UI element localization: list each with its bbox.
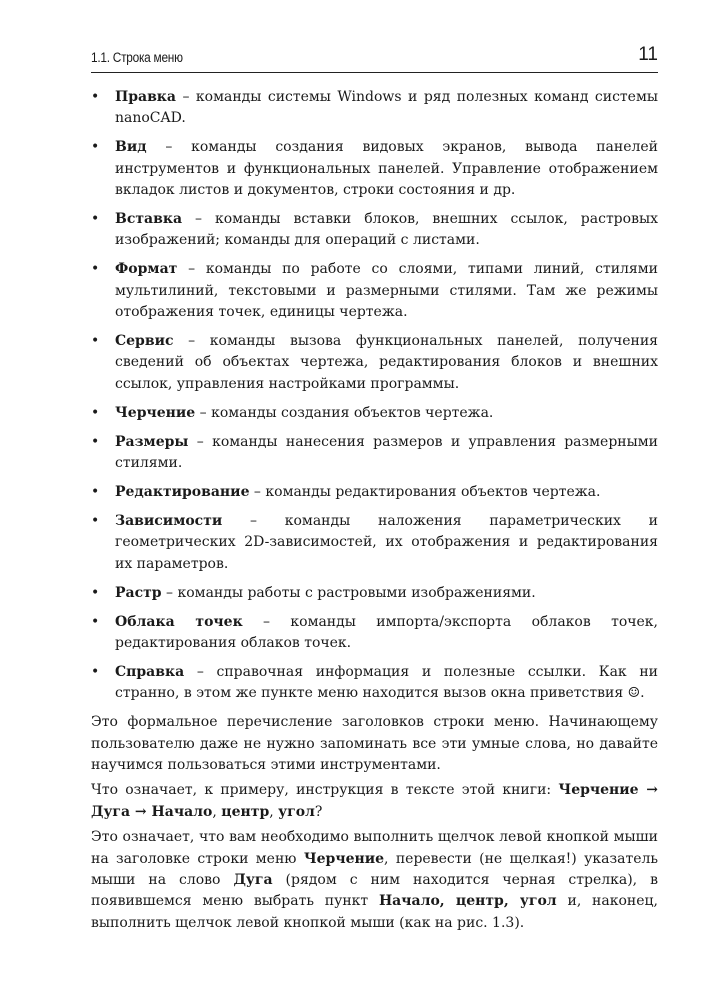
header-section-title: 1.1. Строка меню: [91, 50, 183, 65]
paragraph-question-text-4: ?: [314, 803, 323, 820]
bullet-icon: •: [91, 139, 100, 156]
paragraph-summary: [91, 712, 658, 776]
menu-item-term: Размеры: [115, 433, 189, 450]
paragraph-answer: [91, 827, 658, 934]
paragraph-answer-text-3: (рядом с ним находится черная стрелка), в появившемся меню выбрать пункт: [91, 872, 658, 910]
menu-item-12: [91, 662, 658, 705]
menu-item-term: Растр: [115, 584, 162, 601]
paragraph-question-bold-3: угол: [278, 803, 315, 820]
bullet-icon: •: [91, 613, 100, 630]
menu-items-list: [91, 87, 658, 705]
bullet-icon: •: [91, 433, 100, 450]
page-number: 11: [638, 44, 658, 65]
menu-item-6: [91, 403, 658, 424]
menu-item-description: – команды наложения параметрических и геометрических 2D-зависимостей, их отображения и редактирования их параметров.: [115, 512, 658, 572]
running-header: [91, 44, 658, 73]
menu-item-description: – команды вставки блоков, внешних ссылок, растровых изображений; команды для операций с листами.: [115, 211, 658, 249]
menu-item-description: – команды редактирования объектов чертежа.: [249, 484, 601, 500]
menu-item-term: Справка: [115, 663, 185, 680]
body-text: [91, 87, 658, 938]
menu-item-4: [91, 259, 658, 323]
bullet-icon: •: [91, 584, 100, 601]
bullet-icon: •: [91, 89, 100, 105]
menu-item-term: Вставка: [115, 211, 183, 228]
menu-item-5: [91, 331, 658, 395]
paragraph-question-text-3: ,: [269, 803, 279, 820]
menu-item-description: – команды нанесения размеров и управления размерными стилями.: [115, 433, 658, 472]
menu-item-description: – команды по работе со слоями, типами линий, стилями мультилиний, текстовыми и размерными стилями. Там же режимы отображения точек, единицы чертежа.: [115, 261, 658, 321]
paragraph-summary-text: Это формальное перечисление заголовков строки меню. Начинающему пользователю даже не нужно запоминать все эти умные слова, но давайте научимся пользоваться этими инструментами.: [91, 714, 658, 773]
menu-item-term: Вид: [115, 139, 147, 156]
menu-item-term: Зависимости: [115, 512, 223, 529]
menu-item-term: Черчение: [115, 404, 196, 421]
menu-item-7: [91, 432, 658, 475]
bullet-icon: •: [91, 261, 100, 278]
paragraph-answer-text-1: Это означает, что вам необходимо выполнить щелчок левой кнопкой мыши на заголовке строки меню: [91, 829, 658, 867]
bullet-icon: •: [91, 404, 100, 421]
menu-item-1: [91, 87, 658, 130]
paragraph-answer-bold-2: Дуга: [233, 872, 273, 888]
paragraph-question-bold-2: центр: [221, 803, 270, 820]
bullet-icon: •: [91, 333, 100, 350]
menu-item-term: Правка: [115, 89, 176, 105]
bullet-icon: •: [91, 512, 100, 529]
bullet-icon: •: [91, 484, 100, 500]
menu-item-description: – команды вызова функциональных панелей, получения сведений об объектах чертежа, редактирования блоков и внешних ссылок, управления настройками программы.: [115, 333, 658, 392]
menu-item-term: Облака точек: [115, 613, 243, 630]
paragraph-answer-bold-3: Начало, центр, угол: [378, 893, 557, 910]
menu-item-term: Сервис: [115, 333, 174, 350]
menu-item-term: Формат: [115, 261, 178, 278]
menu-item-description: – команды работы с растровыми изображениями.: [161, 584, 536, 601]
bullet-icon: •: [91, 663, 100, 680]
menu-item-description: – команды импорта/экспорта облаков точек, редактирования облаков точек.: [115, 613, 658, 651]
menu-item-3: [91, 209, 658, 252]
menu-item-description: – команды создания объектов чертежа.: [195, 404, 494, 421]
paragraph-question-text-1: Что означает, к примеру, инструкция в тексте этой книги:: [91, 782, 559, 799]
menu-item-description: – справочная информация и полезные ссылки. Как ни странно, в этом же пункте меню находится вызов окна приветствия ☺.: [115, 663, 658, 702]
paragraph-answer-bold-1: Черчение: [303, 850, 385, 867]
menu-item-description: – команды системы Windows и ряд полезных команд системы nanoCAD.: [115, 89, 658, 127]
paragraph-question-bold-1: Черчение → Дуга → Начало: [91, 782, 658, 820]
menu-item-description: – команды создания видовых экранов, вывода панелей инструментов и функциональных панелей. Управление отображением вкладок листов и документов, строки состояния и др.: [115, 139, 658, 199]
bullet-icon: •: [91, 211, 100, 228]
paragraph-question-text-2: ,: [212, 803, 222, 820]
menu-item-10: [91, 583, 658, 604]
menu-item-8: [91, 482, 658, 503]
paragraph-question: [91, 780, 658, 823]
paragraph-answer-text-2: , перевести (не щелкая!) указатель мыши на слово: [91, 850, 658, 888]
paragraph-answer-text-4: и, наконец, выполнить щелчок левой кнопкой мыши (как на рис. 1.3).: [91, 893, 658, 931]
menu-item-9: [91, 511, 658, 575]
menu-item-2: [91, 137, 658, 201]
menu-item-term: Редактирование: [115, 484, 250, 500]
menu-item-11: [91, 612, 658, 655]
